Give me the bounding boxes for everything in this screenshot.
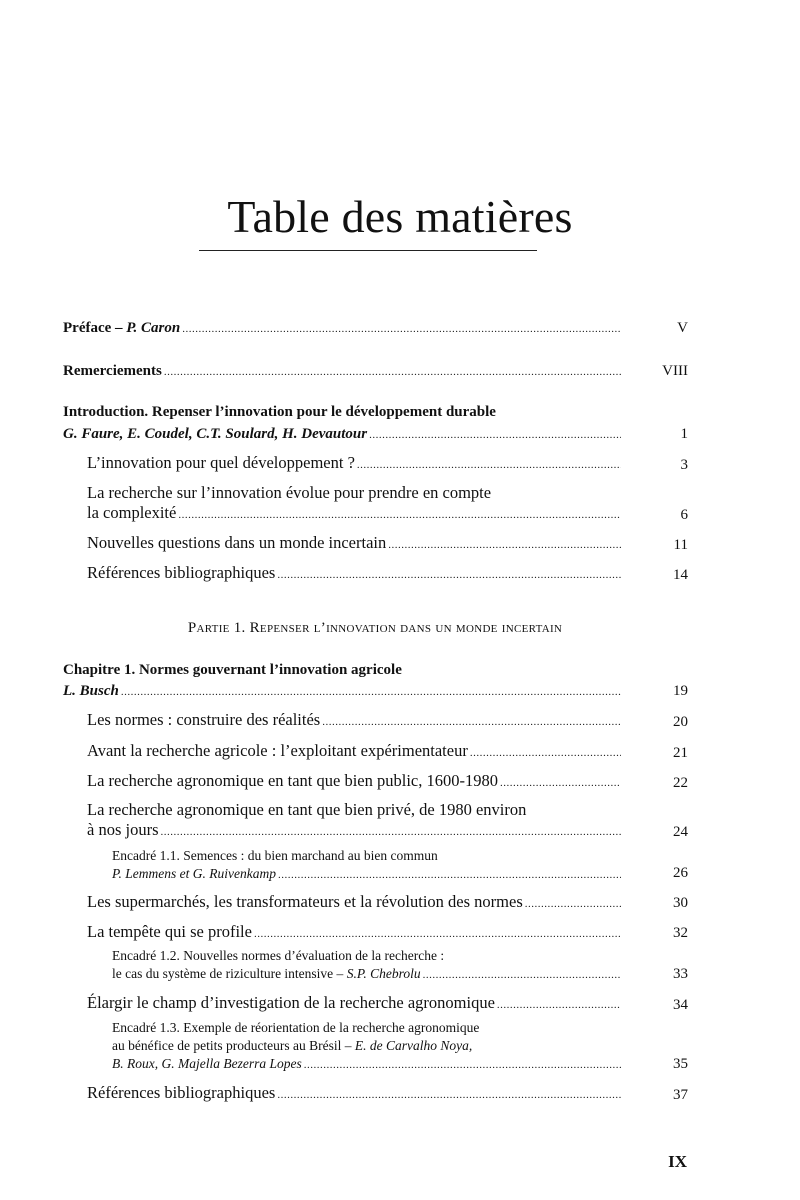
chapter-author: L. Busch (63, 683, 119, 699)
dot-leader (525, 894, 621, 914)
dot-leader (388, 535, 621, 555)
page-number: VIII (662, 363, 688, 379)
toc-entry-introduction[interactable] (63, 424, 623, 445)
introduction-title[interactable]: Introduction. Repenser l’innovation pour le développement durable (63, 404, 496, 420)
toc-entry-chapter-section[interactable] (87, 993, 623, 1015)
section-label-line1[interactable]: La recherche sur l’innovation évolue pour prendre en compte (87, 483, 492, 502)
toc-entry-intro-section[interactable] (87, 533, 623, 555)
page-number: 21 (673, 745, 688, 761)
page-number: 26 (673, 865, 688, 881)
section-label: Élargir le champ d’investigation de la recherche agronomique (87, 993, 495, 1012)
dot-leader (161, 822, 622, 842)
dot-leader (277, 1085, 621, 1105)
toc-entry-intro-section[interactable] (87, 503, 623, 525)
chapter-title[interactable]: Chapitre 1. Normes gouvernant l’innovation agricole (63, 662, 402, 678)
page-number: 32 (673, 925, 688, 941)
page-number: 22 (673, 775, 688, 791)
part-heading: Partie 1. Repenser l’innovation dans un monde incertain (187, 620, 563, 636)
toc-entry-chapter-section[interactable] (87, 922, 623, 944)
box-authors: P. Lemmens et G. Ruivenkamp (112, 866, 276, 881)
page-number: 24 (673, 824, 688, 840)
toc-entry-box[interactable] (112, 964, 623, 985)
dot-leader (254, 924, 621, 944)
toc-entry-intro-section[interactable] (87, 563, 623, 585)
box-authors-line3: B. Roux, G. Majella Bezerra Lopes (112, 1056, 302, 1071)
dot-leader (304, 1055, 621, 1075)
toc-entry-chapter-section[interactable] (87, 820, 623, 842)
page-number: 20 (673, 714, 688, 730)
box-authors: S.P. Chebrolu (346, 966, 421, 981)
preface-label: Préface (63, 320, 112, 336)
page-number: 1 (680, 426, 688, 442)
dot-leader (178, 505, 621, 525)
preface-author: P. Caron (126, 320, 181, 336)
page-number: 35 (673, 1056, 688, 1072)
dot-leader (423, 965, 621, 985)
dot-leader (322, 712, 621, 732)
section-label: Avant la recherche agricole : l’exploitant expérimentateur (87, 741, 468, 760)
box-title-line1[interactable]: Encadré 1.1. Semences : du bien marchand au bien commun (112, 848, 438, 863)
toc-entry-chapter-section[interactable] (87, 1083, 623, 1105)
dot-leader (277, 565, 621, 585)
page-number: 3 (680, 457, 688, 473)
page-number: 11 (673, 537, 688, 553)
toc-entry-remerciements[interactable] (63, 361, 623, 382)
box-authors: E. de Carvalho Noya, (354, 1038, 473, 1053)
page-number: 19 (673, 683, 688, 699)
box-title-line1[interactable]: Encadré 1.3. Exemple de réorientation de la recherche agronomique (112, 1020, 480, 1035)
toc-entry-preface[interactable] (63, 318, 623, 339)
section-label: Références bibliographiques (87, 1083, 276, 1102)
dot-leader (278, 865, 621, 885)
dot-leader (497, 995, 621, 1015)
section-label: Les supermarchés, les transformateurs et la révolution des normes (87, 892, 523, 911)
box-title-line2[interactable] (112, 1036, 623, 1056)
toc-entry-chapter-section[interactable] (87, 892, 623, 914)
dot-leader (500, 773, 621, 793)
section-label-line1[interactable]: La recherche agronomique en tant que bien privé, de 1980 environ (87, 800, 527, 819)
section-label-line2: la complexité (87, 503, 177, 522)
page-number: 37 (673, 1087, 688, 1103)
dot-leader (470, 743, 621, 763)
toc-entry-chapter[interactable] (63, 681, 623, 702)
introduction-authors: G. Faure, E. Coudel, C.T. Soulard, H. Devautour (63, 426, 368, 442)
box-title-line2-text: au bénéfice de petits producteurs au Brésil – (112, 1038, 352, 1053)
page-number: V (677, 320, 688, 336)
dot-leader (121, 682, 621, 702)
title-underline (199, 250, 537, 251)
preface-dash: – (111, 320, 127, 336)
dot-leader (164, 362, 621, 382)
dot-leader (357, 455, 621, 475)
page-number: 33 (673, 966, 688, 982)
folio-page-number: IX (668, 1152, 687, 1171)
toc-entry-box[interactable] (112, 1054, 623, 1075)
page-number: 30 (673, 895, 688, 911)
section-label: Les normes : construire des réalités (87, 710, 321, 729)
section-label: Nouvelles questions dans un monde incertain (87, 533, 387, 552)
section-label: L’innovation pour quel développement ? (87, 453, 355, 472)
section-label: Références bibliographiques (87, 563, 276, 582)
remerciements-label: Remerciements (63, 363, 162, 379)
toc-entry-box[interactable] (112, 864, 623, 885)
section-label-line2: à nos jours (87, 820, 159, 839)
dot-leader (369, 425, 621, 445)
toc-entry-chapter-section[interactable] (87, 741, 623, 763)
page-number: 14 (673, 567, 688, 583)
toc-entry-intro-section[interactable] (87, 453, 623, 475)
page-number: 6 (680, 507, 688, 523)
toc-entry-chapter-section[interactable] (87, 710, 623, 732)
section-label: La tempête qui se profile (87, 922, 252, 941)
toc-entry-chapter-section[interactable] (87, 771, 623, 793)
dot-leader (182, 319, 621, 339)
box-title-line1[interactable]: Encadré 1.2. Nouvelles normes d’évaluation de la recherche : (112, 948, 445, 963)
page-title: Table des matières (227, 191, 573, 242)
page-number: 34 (673, 997, 688, 1013)
box-title-line2: le cas du système de riziculture intensive – (112, 966, 344, 981)
section-label: La recherche agronomique en tant que bien public, 1600-1980 (87, 771, 498, 790)
